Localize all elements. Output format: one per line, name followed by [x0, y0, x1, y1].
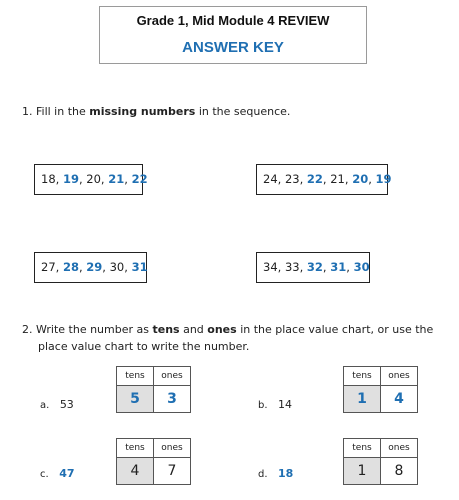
answer-number: 28	[62, 260, 79, 274]
given-number: 34	[263, 260, 278, 274]
separator: ,	[299, 172, 307, 186]
ones-value: 4	[381, 386, 418, 413]
separator: ,	[299, 260, 307, 274]
item-number: 18	[278, 467, 294, 480]
given-number: 33	[284, 260, 300, 274]
given-number: 23	[284, 172, 300, 186]
separator: ,	[124, 172, 132, 186]
tens-header: tens	[117, 439, 154, 458]
item-a-label	[40, 398, 74, 411]
given-number: 20	[86, 172, 101, 186]
answer-number: 31	[330, 260, 347, 274]
separator: ,	[55, 260, 63, 274]
ones-header: ones	[154, 367, 191, 386]
answer-number: 29	[86, 260, 103, 274]
given-number: 18	[41, 172, 56, 186]
given-number: 27	[41, 260, 56, 274]
separator: ,	[78, 260, 87, 274]
item-letter: d.	[258, 469, 268, 480]
item-c-label	[40, 467, 75, 480]
answer-number: 20	[352, 172, 369, 186]
item-number: 14	[278, 398, 293, 411]
item-number: 47	[59, 467, 75, 480]
separator: ,	[102, 260, 110, 274]
sequence-box-1	[34, 164, 148, 195]
answer-number: 19	[62, 172, 79, 186]
answer-number: 22	[306, 172, 323, 186]
answer-number: 21	[108, 172, 125, 186]
separator: ,	[78, 172, 87, 186]
answer-number: 31	[131, 260, 148, 274]
separator: ,	[124, 260, 132, 274]
ones-header: ones	[154, 439, 191, 458]
sequence-box-4	[256, 252, 370, 283]
separator: ,	[100, 172, 109, 186]
item-d-label	[258, 467, 293, 480]
question-1-prompt: 1. Fill in the missing numbers in the sequence.	[22, 105, 291, 118]
answer-number: 19	[375, 172, 392, 186]
given-number: 30	[109, 260, 125, 274]
tens-value: 1	[344, 386, 381, 413]
given-number: 24	[263, 172, 278, 186]
question-2-prompt-line-2: place value chart to write the number.	[38, 340, 250, 353]
page-title: Grade 1, Mid Module 4 REVIEW	[136, 13, 330, 28]
item-number: 53	[59, 398, 74, 411]
separator: ,	[344, 172, 353, 186]
separator: ,	[277, 260, 285, 274]
answer-key-label: ANSWER KEY	[182, 39, 284, 56]
item-letter: a.	[40, 400, 50, 411]
item-b-label	[258, 398, 292, 411]
item-letter: b.	[258, 400, 268, 411]
tens-value: 1	[344, 458, 381, 485]
answer-number: 22	[131, 172, 148, 186]
separator: ,	[346, 260, 354, 274]
ones-value: 7	[154, 458, 191, 485]
ones-value: 3	[154, 386, 191, 413]
place-value-chart-a	[116, 366, 191, 413]
separator: ,	[368, 172, 376, 186]
place-value-chart-d	[343, 438, 418, 485]
tens-value: 5	[117, 386, 154, 413]
separator: ,	[55, 172, 63, 186]
separator: ,	[322, 172, 331, 186]
title-box	[99, 6, 367, 64]
tens-value: 4	[117, 458, 154, 485]
answer-number: 30	[353, 260, 370, 274]
separator: ,	[277, 172, 285, 186]
ones-header: ones	[381, 367, 418, 386]
sequence-box-2	[256, 164, 392, 195]
separator: ,	[322, 260, 331, 274]
answer-number: 32	[306, 260, 323, 274]
given-number: 21	[330, 172, 345, 186]
ones-header: ones	[381, 439, 418, 458]
place-value-chart-c	[116, 438, 191, 485]
tens-header: tens	[344, 439, 381, 458]
ones-value: 8	[381, 458, 418, 485]
sequence-box-3	[34, 252, 147, 283]
place-value-chart-b	[343, 366, 418, 413]
question-2-prompt: 2. Write the number as tens and ones in the place value chart, or use the	[22, 323, 434, 336]
tens-header: tens	[344, 367, 381, 386]
tens-header: tens	[117, 367, 154, 386]
item-letter: c.	[40, 469, 49, 480]
